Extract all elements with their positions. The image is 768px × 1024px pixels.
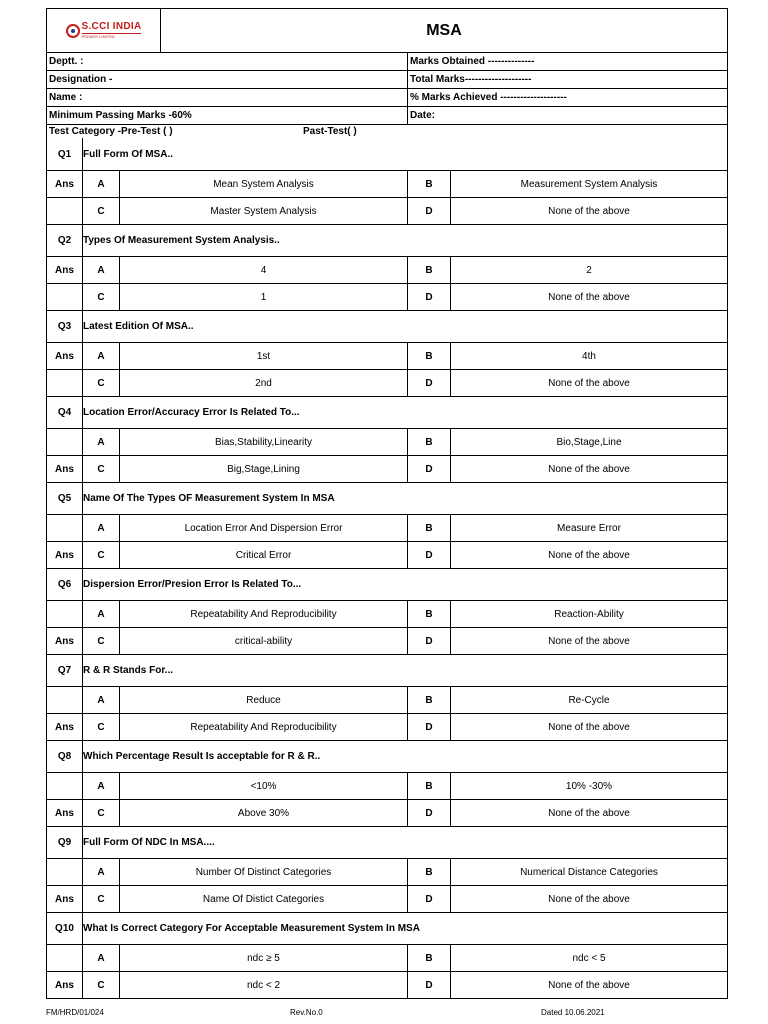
question-row (47, 912, 727, 944)
option-label: D (407, 714, 450, 740)
option-text: None of the above (450, 370, 727, 396)
option-label: C (82, 198, 119, 224)
ans-marker (47, 601, 82, 627)
option-text: 10% -30% (450, 773, 727, 799)
option-text: None of the above (450, 714, 727, 740)
ans-marker (47, 773, 82, 799)
info-row-passing (47, 106, 727, 124)
ans-marker (47, 429, 82, 455)
question-text: Name Of The Types OF Measurement System In MSA (82, 483, 727, 514)
ans-marker: Ans (55, 350, 74, 362)
option-label: B (407, 171, 450, 197)
ans-marker (47, 859, 82, 885)
option-text: None of the above (450, 628, 727, 654)
option-text: Reduce (119, 687, 407, 713)
ans-marker: Ans (55, 893, 74, 905)
option-label: B (407, 429, 450, 455)
msa-test-sheet (46, 8, 728, 999)
ans-marker (47, 687, 82, 713)
option-row (47, 541, 727, 568)
option-label: C (82, 284, 119, 310)
option-text: critical-ability (119, 628, 407, 654)
option-row (47, 342, 727, 369)
option-text: Measure Error (450, 515, 727, 541)
option-text: Bio,Stage,Line (450, 429, 727, 455)
name-field: Name : (49, 92, 83, 103)
option-text: None of the above (450, 198, 727, 224)
option-row (47, 686, 727, 713)
option-label: C (82, 714, 119, 740)
option-text: Numerical Distance Categories (450, 859, 727, 885)
ans-marker (47, 198, 82, 224)
option-text: 2 (450, 257, 727, 283)
option-text: 1st (119, 343, 407, 369)
ans-marker: Ans (55, 721, 74, 733)
info-row-dept (47, 52, 727, 70)
option-label: D (407, 198, 450, 224)
option-label: C (82, 972, 119, 998)
logo-name: S.CCI INDIA (81, 21, 142, 32)
option-row (47, 713, 727, 740)
question-number: Q1 (57, 148, 72, 160)
option-text: None of the above (450, 800, 727, 826)
date-field: Date: (407, 107, 727, 124)
option-text: Re-Cycle (450, 687, 727, 713)
option-text: 2nd (119, 370, 407, 396)
option-text: None of the above (450, 456, 727, 482)
option-row (47, 428, 727, 455)
option-label: A (82, 257, 119, 283)
option-text: Big,Stage,Lining (119, 456, 407, 482)
question-row (47, 224, 727, 256)
option-text: None of the above (450, 886, 727, 912)
option-label: D (407, 370, 450, 396)
option-row (47, 600, 727, 627)
question-number: Q6 (57, 579, 72, 590)
option-label: A (82, 773, 119, 799)
option-label: A (82, 601, 119, 627)
revision-number: Rev.No.0 (290, 1008, 323, 1017)
option-text: 4th (450, 343, 727, 369)
option-label: C (82, 800, 119, 826)
option-row (47, 971, 727, 998)
ans-marker: Ans (55, 807, 74, 819)
option-text: None of the above (450, 972, 727, 998)
question-number: Q3 (57, 321, 72, 332)
form-number: FM/HRD/01/024 (46, 1008, 104, 1017)
option-row (47, 772, 727, 799)
option-label: B (407, 687, 450, 713)
info-row-designation (47, 70, 727, 88)
option-text: Bias,Stability,Linearity (119, 429, 407, 455)
question-text: Location Error/Accuracy Error Is Related To... (82, 397, 727, 428)
option-row (47, 256, 727, 283)
question-text: Full Form Of NDC In MSA.... (82, 827, 727, 858)
ans-marker: Ans (55, 635, 74, 647)
option-label: D (407, 628, 450, 654)
info-row-test-category (47, 124, 727, 138)
designation-field: Designation - (49, 74, 113, 85)
option-label: D (407, 800, 450, 826)
question-text: What Is Correct Category For Acceptable Measurement System In MSA (82, 913, 727, 944)
ans-marker: Ans (55, 178, 74, 190)
option-label: D (407, 972, 450, 998)
dept-field: Deptt. : (49, 56, 84, 67)
option-label: A (82, 859, 119, 885)
option-label: A (82, 687, 119, 713)
option-label: C (82, 886, 119, 912)
option-label: B (407, 773, 450, 799)
question-row (47, 826, 727, 858)
option-text: Critical Error (119, 542, 407, 568)
option-text: Name Of Distict Categories (119, 886, 407, 912)
option-label: D (407, 456, 450, 482)
ans-marker: Ans (55, 264, 74, 276)
option-text: None of the above (450, 542, 727, 568)
option-text: Mean System Analysis (119, 171, 407, 197)
option-label: B (407, 945, 450, 971)
percent-achieved-field: % Marks Achieved -------------------- (407, 89, 727, 106)
option-text: Master System Analysis (119, 198, 407, 224)
company-logo (47, 9, 160, 52)
option-label: A (82, 171, 119, 197)
question-list (47, 138, 727, 998)
option-label: B (407, 515, 450, 541)
ans-marker (47, 370, 82, 396)
option-row (47, 369, 727, 396)
option-text: Repeatability And Reproducibility (119, 601, 407, 627)
option-label: D (407, 542, 450, 568)
question-number: Q7 (57, 665, 72, 676)
option-label: C (82, 628, 119, 654)
option-label: D (407, 886, 450, 912)
logo-mark-icon (66, 24, 80, 38)
option-text: <10% (119, 773, 407, 799)
ans-marker (47, 945, 82, 971)
option-row (47, 514, 727, 541)
question-text: Which Percentage Result Is acceptable for R & R.. (82, 741, 727, 772)
ans-marker: Ans (55, 979, 74, 991)
question-row (47, 482, 727, 514)
question-text: Full Form Of MSA.. (82, 138, 727, 170)
dated-label: Dated 10.06.2021 (541, 1008, 605, 1017)
question-number: Q5 (57, 493, 72, 504)
option-label: B (407, 859, 450, 885)
option-text: Repeatability And Reproducibility (119, 714, 407, 740)
option-text: ndc < 5 (450, 945, 727, 971)
option-text: 4 (119, 257, 407, 283)
option-row (47, 885, 727, 912)
question-text: R & R Stands For... (82, 655, 727, 686)
info-row-name (47, 88, 727, 106)
logo-subtitle: PRIVATE LIMITED (81, 34, 115, 39)
question-text: Types Of Measurement System Analysis.. (82, 225, 727, 256)
option-text: Above 30% (119, 800, 407, 826)
option-label: A (82, 515, 119, 541)
question-text: Latest Edition Of MSA.. (82, 311, 727, 342)
question-row (47, 396, 727, 428)
option-row (47, 627, 727, 654)
option-label: C (82, 542, 119, 568)
marks-obtained-field: Marks Obtained -------------- (407, 53, 727, 70)
question-row (47, 568, 727, 600)
option-text: Location Error And Dispersion Error (119, 515, 407, 541)
option-label: A (82, 343, 119, 369)
option-text: ndc < 2 (119, 972, 407, 998)
ans-marker (47, 515, 82, 541)
ans-marker: Ans (55, 463, 74, 475)
question-number: Q2 (57, 235, 72, 246)
option-text: ndc ≥ 5 (119, 945, 407, 971)
question-row (47, 740, 727, 772)
ans-marker: Ans (55, 549, 74, 561)
pre-test-field: Test Category -Pre-Test ( ) (49, 126, 173, 137)
option-label: B (407, 601, 450, 627)
ans-marker (47, 284, 82, 310)
option-text: Reaction-Ability (450, 601, 727, 627)
question-row (47, 310, 727, 342)
question-row (47, 138, 727, 170)
option-row (47, 283, 727, 310)
option-text: 1 (119, 284, 407, 310)
option-row (47, 170, 727, 197)
option-label: C (82, 456, 119, 482)
option-row (47, 455, 727, 482)
post-test-field: Past-Test( ) (303, 126, 357, 137)
total-marks-field: Total Marks-------------------- (407, 71, 727, 88)
question-number: Q8 (57, 751, 72, 762)
option-label: B (407, 257, 450, 283)
question-text: Dispersion Error/Presion Error Is Related To... (82, 569, 727, 600)
option-row (47, 944, 727, 971)
option-row (47, 858, 727, 885)
question-number: Q9 (57, 837, 72, 848)
option-label: B (407, 343, 450, 369)
option-text: Number Of Distinct Categories (119, 859, 407, 885)
option-text: Measurement System Analysis (450, 171, 727, 197)
option-label: A (82, 945, 119, 971)
page-title: MSA (160, 9, 727, 52)
question-number: Q10 (55, 923, 74, 934)
header-row (47, 9, 727, 52)
question-row (47, 654, 727, 686)
option-label: D (407, 284, 450, 310)
option-row (47, 197, 727, 224)
option-text: None of the above (450, 284, 727, 310)
option-row (47, 799, 727, 826)
question-number: Q4 (57, 407, 72, 418)
option-label: A (82, 429, 119, 455)
min-passing-field: Minimum Passing Marks -60% (49, 110, 192, 121)
option-label: C (82, 370, 119, 396)
